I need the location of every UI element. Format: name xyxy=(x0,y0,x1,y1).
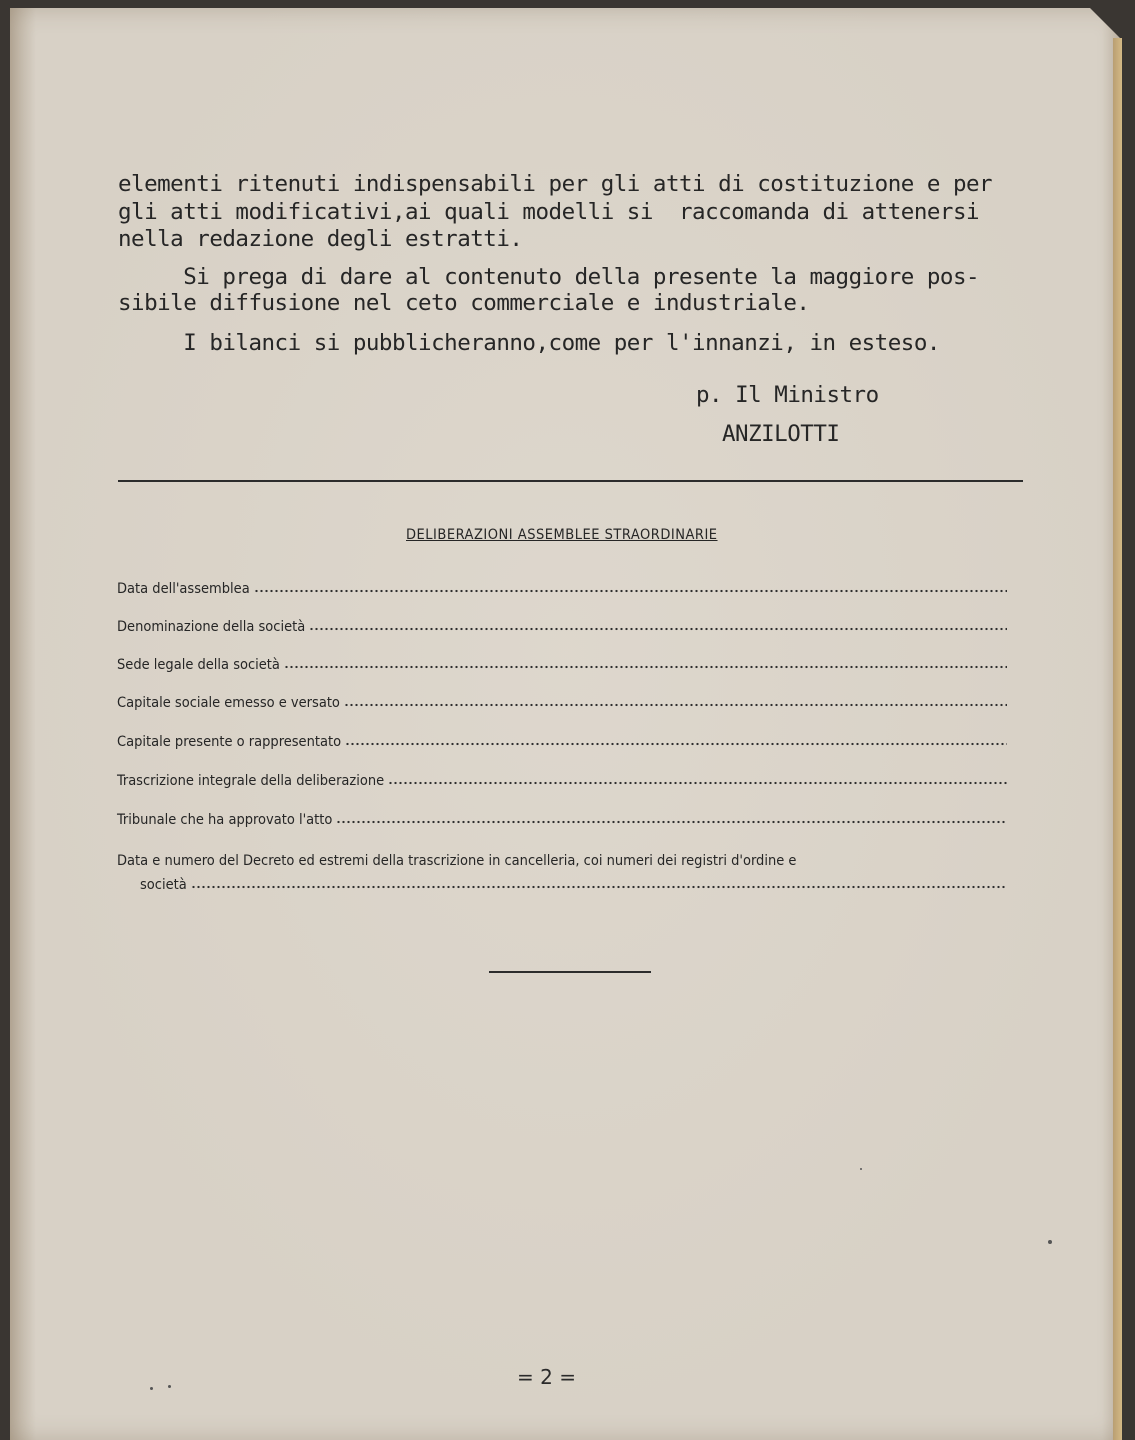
form-title: DELIBERAZIONI ASSEMBLEE STRAORDINARIE xyxy=(406,527,718,543)
dotted-leader xyxy=(344,703,1007,707)
paragraph1-line3: nella redazione degli estratti. xyxy=(118,226,523,252)
folded-corner xyxy=(1090,8,1122,40)
form-field-label: Sede legale della società xyxy=(117,657,280,673)
form-field-court xyxy=(117,812,1007,828)
dotted-leader xyxy=(336,820,1007,824)
paragraph1-line1: elementi ritenuti indispensabili per gli atti di costituzione e per xyxy=(118,171,993,197)
paper-speck xyxy=(1048,1240,1052,1244)
page-number: = 2 = xyxy=(517,1365,576,1389)
paragraph3: I bilanci si pubblicheranno,come per l'innanzi, in esteso. xyxy=(118,330,940,356)
form-field-label: Data dell'assemblea xyxy=(117,581,250,597)
form-field-company-name xyxy=(117,619,1007,635)
paper-speck xyxy=(168,1385,171,1388)
form-field-resolution-transcript xyxy=(117,773,1007,789)
form-field-label: Denominazione della società xyxy=(117,619,306,635)
dotted-leader xyxy=(284,665,1007,669)
end-rule xyxy=(489,971,651,973)
paragraph2-line1: Si prega di dare al contenuto della presente la maggiore pos- xyxy=(118,264,980,290)
paragraph2-line2: sibile diffusione nel ceto commerciale e industriale. xyxy=(118,290,810,316)
dotted-leader xyxy=(254,589,1007,593)
dotted-leader xyxy=(309,627,1007,631)
form-field-label: società xyxy=(140,877,187,893)
dotted-leader xyxy=(191,885,1007,889)
section-divider xyxy=(118,480,1023,482)
dotted-leader xyxy=(388,781,1007,785)
paragraph1-line2: gli atti modificativi,ai quali modelli si raccomanda di attenersi xyxy=(118,199,980,225)
paper-speck xyxy=(860,1168,862,1170)
form-field-label: Capitale presente o rappresentato xyxy=(117,734,342,750)
form-field-label: Trascrizione integrale della deliberazione xyxy=(117,773,385,789)
form-field-label: Tribunale che ha approvato l'atto xyxy=(117,812,333,828)
paper-speck xyxy=(150,1387,153,1390)
form-field-decree-line2 xyxy=(140,877,1007,893)
form-field-label: Capitale sociale emesso e versato xyxy=(117,695,340,711)
signature-title: p. Il Ministro xyxy=(696,382,879,408)
form-field-decree-line1 xyxy=(117,853,1007,869)
signature-name: ANZILOTTI xyxy=(722,421,840,447)
form-field-registered-office xyxy=(117,657,1007,673)
dotted-leader xyxy=(345,742,1007,746)
form-field-label: Data e numero del Decreto ed estremi della trascrizione in cancelleria, coi numeri dei registri d'ordine e xyxy=(117,853,797,869)
form-field-assembly-date xyxy=(117,581,1007,597)
form-field-share-capital xyxy=(117,695,1007,711)
paper-edge xyxy=(1113,38,1122,1440)
form-field-capital-present xyxy=(117,734,1007,750)
